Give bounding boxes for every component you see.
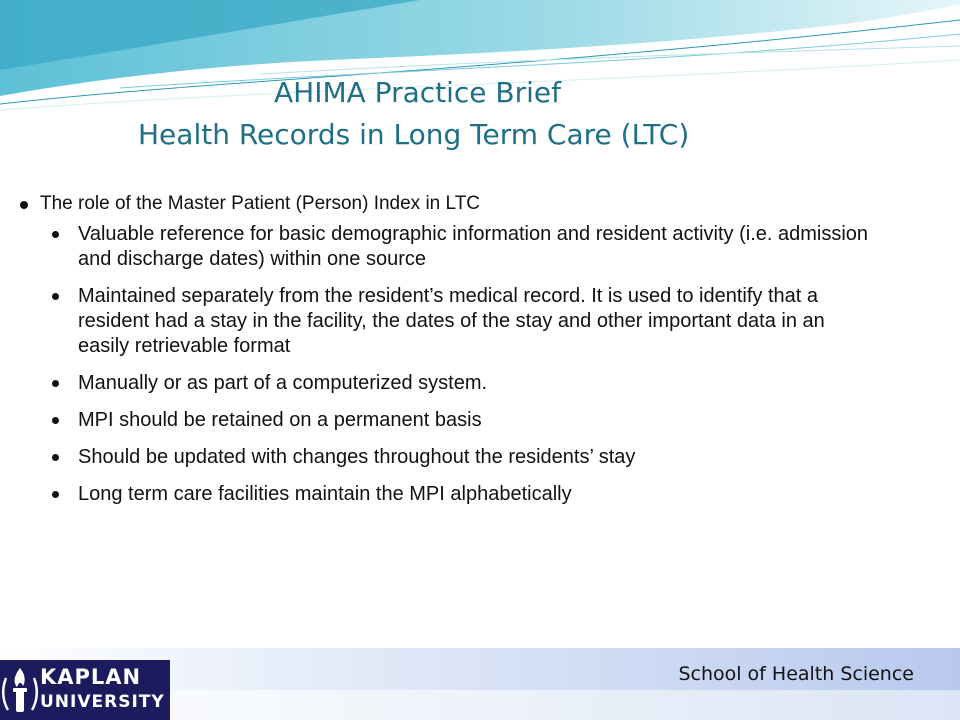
slide-title — [0, 72, 960, 156]
torch-icon — [0, 660, 40, 720]
sub-bullet-6: Long term care facilities maintain the MPI alphabetically — [18, 482, 878, 507]
logo-text-kaplan: KAPLAN — [40, 665, 142, 689]
sub-bullet-3: Manually or as part of a computerized system. — [18, 371, 878, 396]
school-name: School of Health Science — [678, 663, 914, 685]
sub-bullet-1: Valuable reference for basic demographic information and resident activity (i.e. admission and discharge dates) within one source — [18, 222, 878, 272]
kaplan-university-logo — [0, 660, 170, 720]
title-line-2: Health Records in Long Term Care (LTC) — [138, 118, 690, 151]
sub-bullet-2: Maintained separately from the resident’s medical record. It is used to identify that a resident had a stay in the facility, the dates of the stay and other important data in an easily retrievable format — [18, 284, 878, 359]
main-bullet: The role of the Master Patient (Person) Index in LTC — [18, 192, 878, 216]
title-line-1: AHIMA Practice Brief — [274, 76, 561, 109]
sub-bullet-4: MPI should be retained on a permanent basis — [18, 408, 878, 433]
sub-bullet-5: Should be updated with changes throughout the residents’ stay — [18, 445, 878, 470]
sub-bullet-list — [18, 222, 878, 507]
logo-text-university: UNIVERSITY — [40, 692, 165, 712]
slide-body — [18, 192, 878, 519]
